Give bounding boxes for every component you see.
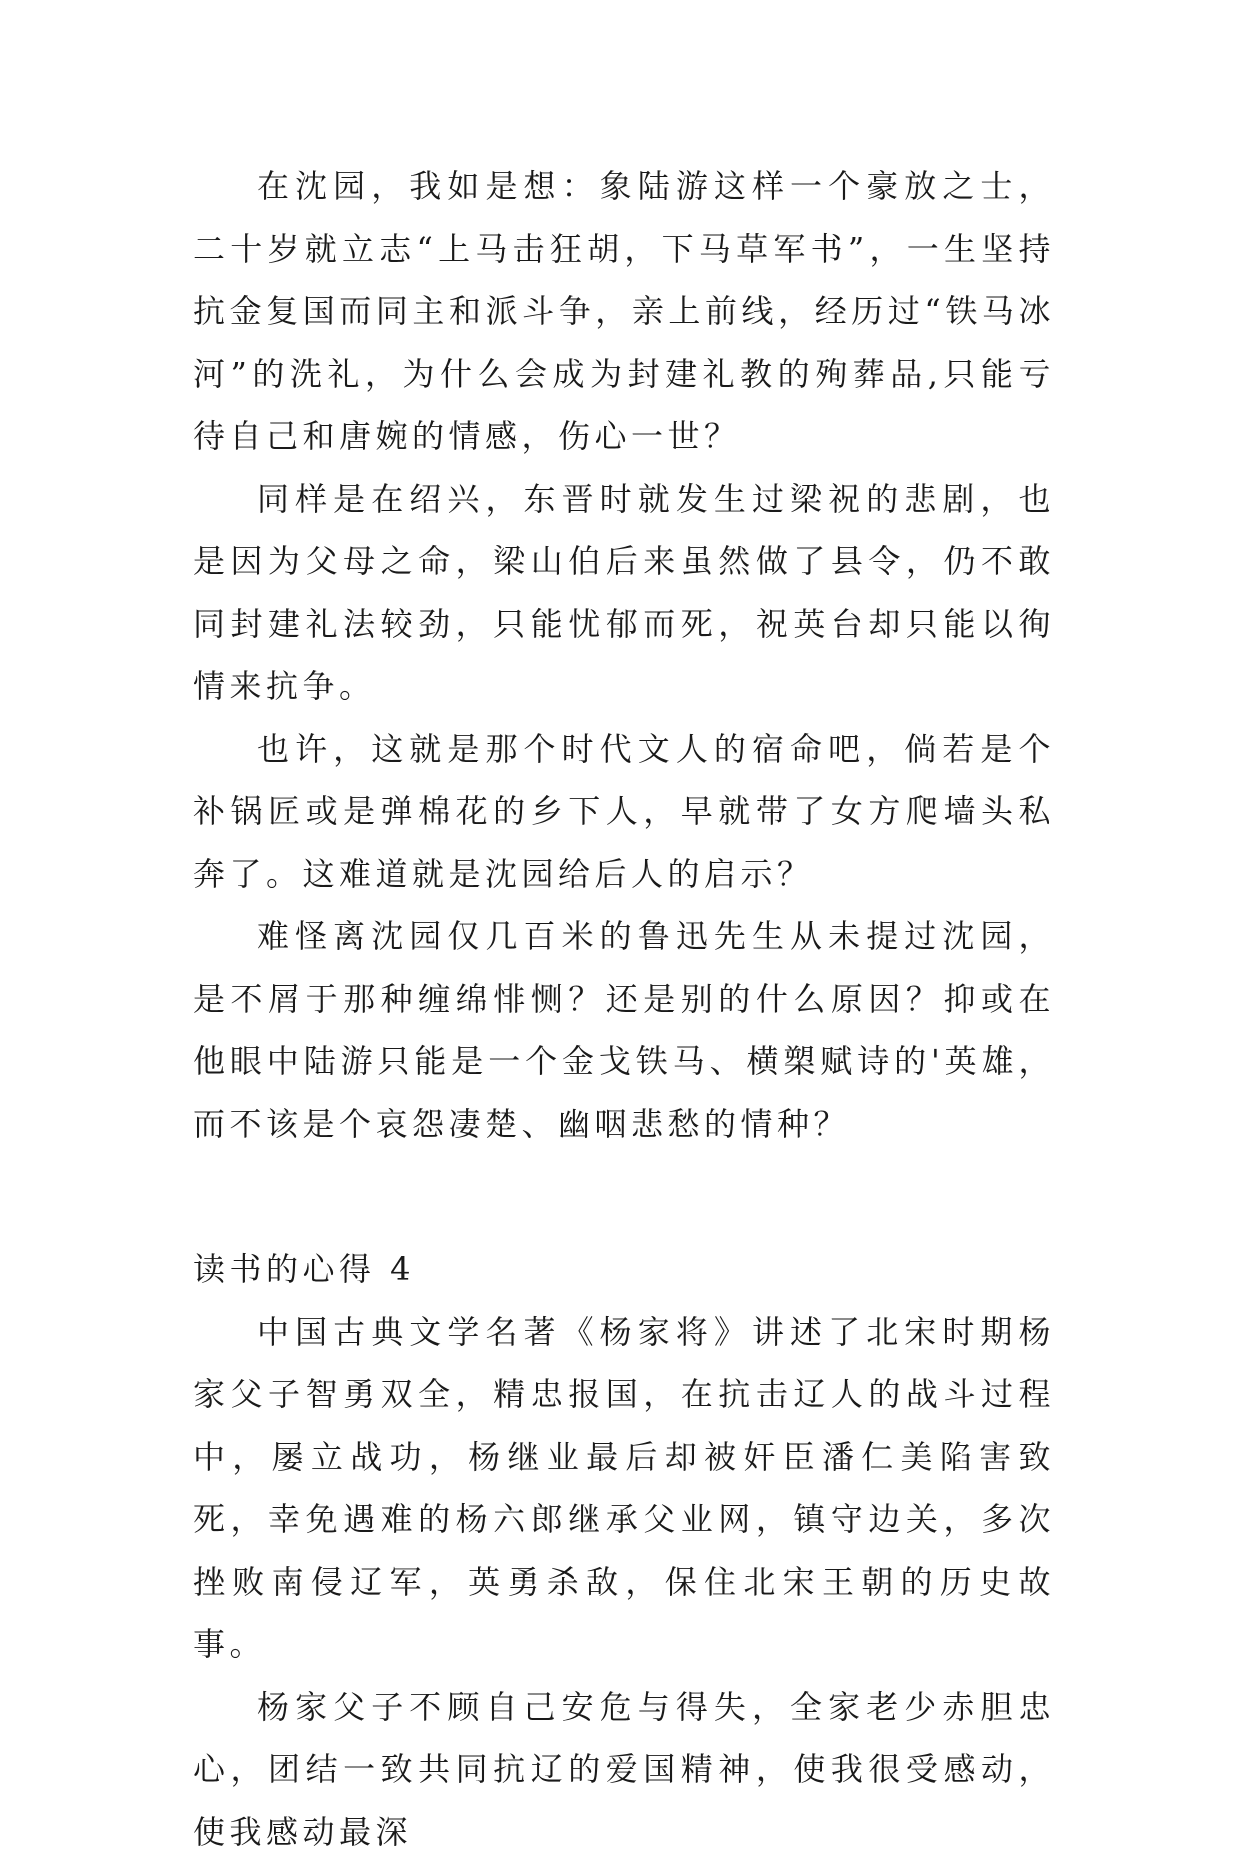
paragraph: 在沈园，我如是想：象陆游这样一个豪放之士，二十岁就立志“上马击狂胡，下马草军书”，一生坚持抗金复国而同主和派斗争，亲上前线，经历过“铁马冰河”的洗礼，为什么会成为封建礼教的殉葬品,只能亏待自己和唐婉的情感，伤心一世？ (193, 155, 1055, 468)
paragraph: 也许，这就是那个时代文人的宿命吧，倘若是个补锅匠或是弹棉花的乡下人，早就带了女方爬墙头私奔了。这难道就是沈园给后人的启示？ (193, 718, 1055, 906)
paragraph: 难怪离沈园仅几百米的鲁迅先生从未提过沈园，是不屑于那种缠绵悱恻？还是别的什么原因？抑或在他眼中陆游只能是一个金戈铁马、横槊赋诗的'英雄，而不该是个哀怨凄楚、幽咽悲愁的情种？ (193, 905, 1055, 1155)
section-heading: 读书的心得 4 (193, 1238, 1055, 1301)
paragraph: 中国古典文学名著《杨家将》讲述了北宋时期杨家父子智勇双全，精忠报国，在抗击辽人的战斗过程中，屡立战功，杨继业最后却被奸臣潘仁美陷害致死，幸免遇难的杨六郎继承父业网，镇守边关，多次挫败南侵辽军，英勇杀敌，保住北宋王朝的历史故事。 (193, 1301, 1055, 1676)
paragraph: 同样是在绍兴，东晋时就发生过梁祝的悲剧，也是因为父母之命，梁山伯后来虽然做了县令，仍不敢同封建礼法较劲，只能忧郁而死，祝英台却只能以徇情来抗争。 (193, 468, 1055, 718)
document-body (193, 155, 1055, 1863)
paragraph: 杨家父子不顾自己安危与得失，全家老少赤胆忠心，团结一致共同抗辽的爱国精神，使我很受感动，使我感动最深 (193, 1676, 1055, 1863)
